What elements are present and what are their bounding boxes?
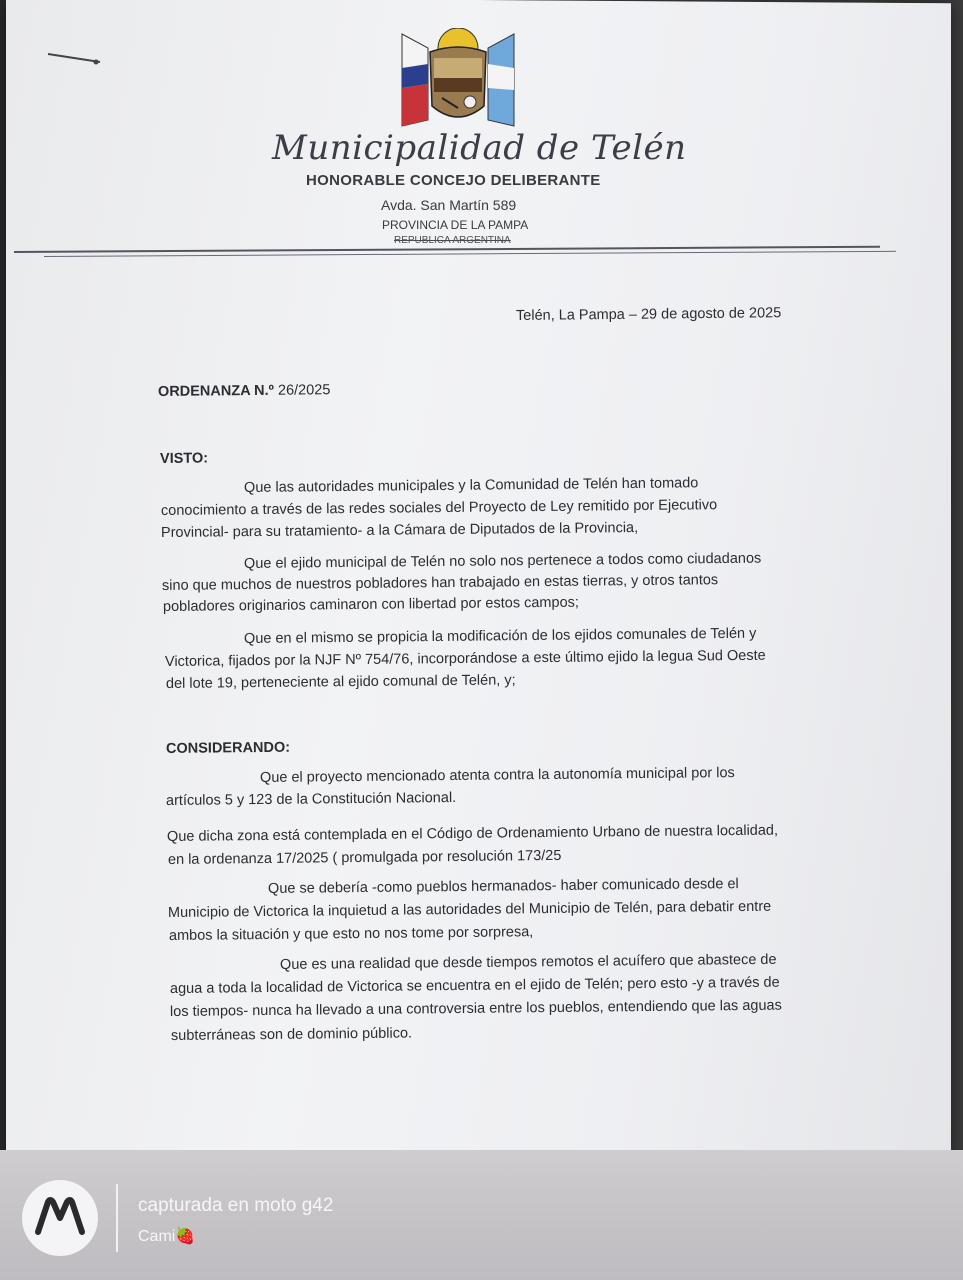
- municipality-title: Municipalidad de Telén: [272, 128, 687, 168]
- address: Avda. San Martín 589: [381, 197, 517, 213]
- visto-heading: VISTO:: [159, 450, 209, 467]
- ordinance-number: 26/2025: [277, 382, 331, 399]
- considerando-heading: CONSIDERANDO:: [165, 739, 291, 757]
- date-line: Telén, La Pampa – 29 de agosto de 2025: [515, 305, 782, 324]
- province: PROVINCIA DE LA PAMPA: [382, 218, 529, 232]
- considerando-line: Que es una realidad que desde tiempos remotos el acuífero que abastece de: [279, 951, 777, 973]
- council-name: HONORABLE CONCEJO DELIBERANTE: [306, 172, 601, 189]
- considerando-line: Que el proyecto mencionado atenta contra la autonomía municipal por los: [259, 765, 735, 786]
- considerando-line: en la ordenanza 17/2025 ( promulgada por resolución 173/25: [167, 847, 562, 868]
- visto-line: pobladores originarios caminaron con libertad por estos campos;: [162, 594, 579, 615]
- considerando-line: Que dicha zona está contemplada en el Código de Ordenamiento Urbano de nuestra localidad,: [166, 822, 779, 845]
- visto-line: Que en el mismo se propicia la modificación de los ejidos comunales de Telén y: [243, 625, 757, 647]
- considerando-line: artículos 5 y 123 de la Constitución Nacional.: [165, 789, 457, 809]
- municipal-crest-logo: [398, 28, 518, 134]
- country: REPUBLICA ARGENTINA: [394, 235, 511, 246]
- visto-line: conocimiento a través de las redes sociales del Proyecto de Ley remitido por Ejecutivo: [160, 497, 718, 519]
- pen-mark: [46, 50, 102, 66]
- considerando-line: Municipio de Victorica la inquietud a las autoridades del Municipio de Telén, para debatir entre: [167, 898, 772, 921]
- visto-line: Victorica, fijados por la NJF Nº 754/76, incorporándose a este último ejido la legua Sud Oeste: [164, 647, 766, 670]
- considerando-line: ambos la situación y que esto no nos tome por sorpresa,: [168, 924, 534, 944]
- considerando-line: agua a toda la localidad de Victorica se encuentra en el ejido de Telén; pero esto -y a través de: [169, 974, 780, 997]
- visto-line: Que las autoridades municipales y la Comunidad de Telén han tomado: [243, 475, 699, 496]
- ordinance-heading: [158, 382, 331, 400]
- visto-line: sino que muchos de nuestros pobladores han trabajado en estas tierras, y otros tantos: [161, 572, 719, 594]
- motorola-logo-icon: [22, 1180, 98, 1256]
- considerando-line: Que se debería -como pueblos hermanados- haber comunicado desde el: [267, 876, 739, 897]
- watermark-divider: [116, 1184, 118, 1252]
- visto-line: Que el ejido municipal de Telén no solo nos pertenece a todos como ciudadanos: [243, 550, 762, 572]
- ordinance-label: ORDENANZA N.º: [157, 382, 275, 400]
- considerando-line: subterráneas son de dominio público.: [170, 1025, 413, 1044]
- visto-line: Provincial- para su tratamiento- a la Cámara de Diputados de la Provincia,: [160, 520, 639, 541]
- watermark-author-text: Cami🍓: [138, 1228, 196, 1245]
- visto-line: del lote 19, perteneciente al ejido comunal de Telén, y;: [165, 672, 516, 692]
- watermark-camera-text: capturada en moto g42: [138, 1195, 334, 1216]
- considerando-line: los tiempos- nunca ha llevado a una controversia entre los pueblos, entendiendo que las aguas: [169, 997, 782, 1020]
